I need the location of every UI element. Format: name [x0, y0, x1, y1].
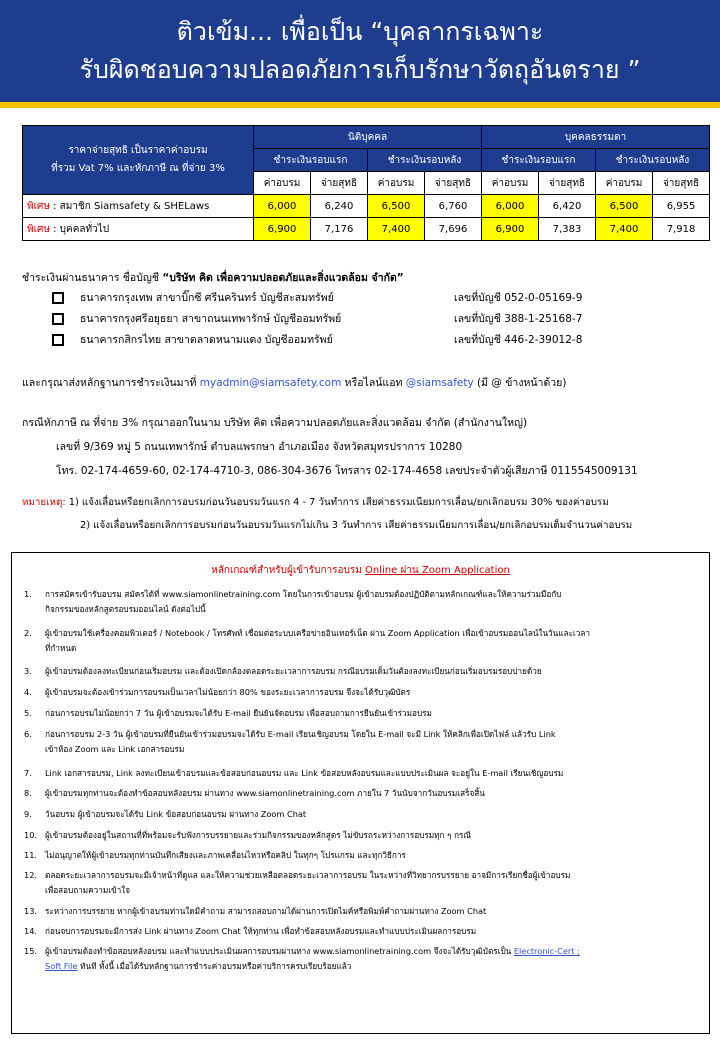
account-name: “บริษัท คิด เพื่อความปลอดภัยและสิ่งแวดล้อม จำกัด” — [162, 272, 404, 284]
price-cell: 7,176 — [311, 218, 368, 241]
rules-box — [11, 552, 710, 1034]
rules-list — [12, 587, 709, 939]
special-tag: พิเศษ — [27, 223, 50, 235]
price-cell: 7,918 — [653, 218, 710, 241]
rule-number: 8. — [24, 788, 32, 798]
rule-number: 5. — [24, 708, 32, 718]
rule-item — [12, 664, 709, 679]
tax-line: กรณีหักภาษี ณ ที่จ่าย 3% กรุณาออกในนาม บริษัท คิด เพื่อความปลอดภัยและสิ่งแวดล้อม จำกัด (สำนักงานใหญ่) — [22, 417, 528, 429]
rule-item — [12, 685, 709, 700]
price-cell: 6,760 — [425, 195, 482, 218]
rule-item — [12, 828, 709, 843]
rules-title-link[interactable]: Online ผ่าน Zoom Application — [365, 565, 510, 576]
col-header-net: จ่ายสุทธิ — [653, 172, 710, 195]
rule-number: 1. — [24, 589, 32, 599]
phone-line: โทร. 02-174-4659-60, 02-174-4710-3, 086-304-3676 โทรสาร 02-174-4658 เลขประจำตัวผู้เสียภาษี 0115545009131 — [56, 465, 638, 477]
rule-text: Link เอกสารอบรม, Link ลงทะเบียนเข้าอบรมและข้อสอบก่อนอบรม และ Link ข้อสอบหลังอบรมและแบบประเมินผล จะอยู่ใน E-mail เรียนเชิญอบรม — [45, 768, 564, 778]
rule-number: 15. — [24, 946, 38, 956]
rule-text: ผู้เข้าอบรมต้องลงทะเบียนก่อนเริ่มอบรม และต้องเปิดกล้องตลอดระยะเวลาการอบรม กรณีอบรมเต็มวันต้องลงทะเบียนก่อนเริ่มอบรมรอบบ่ายด้วย — [45, 666, 542, 676]
price-cell: 6,500 — [368, 195, 425, 218]
evidence-mid: หรือไลน์แอท — [341, 377, 406, 389]
price-cell: 6,420 — [539, 195, 596, 218]
rule-number: 12. — [24, 870, 38, 880]
address-line: เลขที่ 9/369 หมู่ 5 ถนนเทพารักษ์ ตำบลแพรกษา อำเภอเมือง จังหวัดสมุทรปราการ 10280 — [56, 441, 463, 453]
special-tag: พิเศษ — [27, 200, 50, 212]
rule-item — [12, 924, 709, 939]
price-cell: 7,400 — [596, 218, 653, 241]
note-1-text: 1) แจ้งเลื่อนหรือยกเลิกการอบรมก่อนวันอบรมวันแรก 4 - 7 วันทำการ เสียค่าธรรมเนียมการเลื่อน/ยกเลิกอบรม 30% ของค่าอบรม — [65, 497, 609, 508]
rule-item — [12, 626, 709, 656]
rule-text: ตลอดระยะเวลาการอบรมจะมีเจ้าหน้าที่ดูแล และให้ความช่วยเหลือตลอดระยะเวลาการอบรม ในระหว่างที่วิทยากรบรรยาย อาจมีการเรียกชื่อผู้เข้าอบรม — [45, 870, 571, 880]
title-line-2: รับผิดชอบความปลอดภัยการเก็บรักษาวัตถุอันตราย ” — [79, 55, 641, 84]
rule-text: วันอบรม ผู้เข้าอบรมจะได้รับ Link ข้อสอบก่อนอบรม ผ่านทาง Zoom Chat — [45, 809, 307, 819]
evidence-suffix: (มี @ ข้างหน้าด้วย) — [473, 377, 567, 389]
price-cell: 6,900 — [254, 218, 311, 241]
rule-number: 7. — [24, 768, 32, 778]
rule-text: ก่อนการอบรมไม่น้อยกว่า 7 วัน ผู้เข้าอบรมจะได้รับ E-mail ยืนยันจัดอบรม เพื่อสอบถามการยืนยันเข้าร่วมอบรม — [45, 708, 432, 718]
header-pay-later: ชำระเงินรอบหลัง — [596, 149, 710, 172]
bank-account: เลขที่บัญชี 446-2-39012-8 — [454, 334, 583, 346]
price-cell: 6,955 — [653, 195, 710, 218]
col-header-fee: ค่าอบรม — [596, 172, 653, 195]
price-cell: 6,000 — [482, 195, 539, 218]
note-label: หมายเหตุ: — [22, 497, 66, 508]
evidence-line-link[interactable]: @siamsafety — [405, 377, 474, 389]
checkbox-icon — [52, 334, 64, 346]
rules-title — [12, 563, 709, 579]
row-label — [23, 218, 254, 241]
checkbox-icon — [52, 292, 64, 304]
rule-text: การสมัครเข้ารับอบรม สมัครได้ที่ www.siamonlinetraining.com โดยในการเข้าอบรม ผู้เข้าอบรมต้องปฏิบัติตามหลักเกณฑ์และให้ความร่วมมือกับ — [45, 589, 562, 599]
price-table — [22, 125, 710, 241]
rule-text-cont: กิจกรรมของหลักสูตรอบรมออนไลน์ ดังต่อไปนี้ — [45, 604, 206, 614]
price-cell: 7,400 — [368, 218, 425, 241]
rule-text-suffix: ทันที ทั้งนี้ เมื่อได้รับหลักฐานการชำระค่าอบรมหรือค่าบริการครบเรียบร้อยแล้ว — [77, 961, 352, 971]
rule-text: ก่อนจบการอบรมจะมีการส่ง Link ผ่านทาง Zoom Chat ให้ทุกท่าน เพื่อทำข้อสอบหลังอบรมและทำแบบประเมินผลการอบรม — [45, 926, 477, 936]
col-header-net: จ่ายสุทธิ — [425, 172, 482, 195]
rule-item — [12, 706, 709, 721]
bank-name: ธนาคารกรุงศรีอยุธยา สาขาถนนเทพารักษ์ บัญชีออมทรัพย์ — [80, 313, 342, 325]
price-cell: 6,000 — [254, 195, 311, 218]
checkbox-icon — [52, 313, 64, 325]
rule-number: 13. — [24, 906, 38, 916]
rules-title-text: หลักเกณฑ์สำหรับผู้เข้ารับการอบรม — [211, 565, 366, 576]
rule-number: 2. — [24, 628, 32, 638]
payment-intro — [22, 268, 712, 288]
price-cell: 6,240 — [311, 195, 368, 218]
price-table-corner — [23, 126, 254, 195]
row-label — [23, 195, 254, 218]
payment-intro-text: ชำระเงินผ่านธนาคาร ชื่อบัญชี — [22, 272, 163, 284]
bank-name: ธนาคารกรุงเทพ สาขาบิ๊กซี ศรีนครินทร์ บัญชีสะสมทรัพย์ — [80, 292, 334, 304]
note-1 — [22, 493, 712, 513]
price-cell: 7,696 — [425, 218, 482, 241]
payment-section — [22, 268, 712, 536]
rule-item — [12, 727, 709, 757]
rule-text: ระหว่างการบรรยาย หากผู้เข้าอบรมท่านใดมีคำถาม สามารถสอบถามได้ผ่านการเปิดไมค์หรือพิมพ์คำถามผ่านทาง Zoom Chat — [45, 906, 487, 916]
rule-item — [12, 904, 709, 919]
rule-text: ผู้เข้าอบรมต้องอยู่ในสถานที่ที่พร้อมจะรับฟังการบรรยายและร่วมกิจกรรมของหลักสูตร ไม่ขับรถระหว่างการอบรมทุก ๆ กรณี — [45, 830, 472, 840]
bank-item — [22, 330, 712, 351]
rule-number: 4. — [24, 687, 32, 697]
rule-text-cont: ที่กำหนด — [45, 643, 77, 653]
rule-text: ก่อนการอบรม 2-3 วัน ผู้เข้าอบรมที่ยืนยันเข้าร่วมอบรมจะได้รับ E-mail เรียนเชิญอบรม โดยใน E-mail จะมี Link ให้คลิกเพื่อเปิดไฟล์ แล้วรับ Link — [45, 729, 556, 739]
header-pay-first: ชำระเงินรอบแรก — [254, 149, 368, 172]
header-banner — [0, 0, 720, 108]
rule-text-cont: เข้าห้อง Zoom และ Link เอกสารอบรม — [45, 744, 185, 754]
group-header-individual: บุคคลธรรมดา — [482, 126, 710, 149]
col-header-net: จ่ายสุทธิ — [311, 172, 368, 195]
rule-text: ผู้เข้าอบรมต้องทำข้อสอบหลังอบรม และทำแบบประเมินผลการอบรมผ่านทาง www.siamonlinetraining.com จึงจะได้รับวุฒิบัตรเป็น — [45, 946, 514, 956]
rule-text: ผู้เข้าอบรมจะต้องเข้าร่วมการอบรมเป็นเวลาไม่น้อยกว่า 80% ของระยะเวลาการอบรม จึงจะได้รับวุฒิบัตร — [45, 687, 411, 697]
row-label-text: : สมาชิก Siamsafety & SHELaws — [49, 200, 210, 212]
rule-number: 3. — [24, 666, 32, 676]
rule-item — [12, 868, 709, 898]
price-cell: 7,383 — [539, 218, 596, 241]
evidence-line — [22, 373, 712, 393]
rule-number: 10. — [24, 830, 38, 840]
header-pay-later: ชำระเงินรอบหลัง — [368, 149, 482, 172]
col-header-net: จ่ายสุทธิ — [539, 172, 596, 195]
table-row — [23, 218, 710, 241]
rule-number: 14. — [24, 926, 38, 936]
corner-line-2: ที่รวม Vat 7% และหักภาษี ณ ที่จ่าย 3% — [51, 163, 225, 174]
rule-text-cont: เพื่อสอบถามความเข้าใจ — [45, 885, 131, 895]
rule-number: 9. — [24, 809, 32, 819]
rule-item — [12, 587, 709, 617]
evidence-prefix: และกรุณาส่งหลักฐานการชำระเงินมาที่ — [22, 377, 200, 389]
rule-item — [12, 766, 709, 781]
price-cell: 6,900 — [482, 218, 539, 241]
note-2: 2) แจ้งเลื่อนหรือยกเลิกการอบรมก่อนวันอบรมวันแรกไม่เกิน 3 วันทำการ เสียค่าธรรมเนียมการเลื่อน/ยกเลิกอบรมเต็มจำนวนค่าอบรม — [80, 520, 633, 531]
col-header-fee: ค่าอบรม — [482, 172, 539, 195]
rule-text: ผู้เข้าอบรมใช้เครื่องคอมพิวเตอร์ / Notebook / โทรศัพท์ เชื่อมต่อระบบเครือข่ายอินเทอร์เน็ต ผ่าน Zoom Application เพื่อเข้าอบรมออนไลน์ในวันและเวลา — [45, 628, 590, 638]
rule-number: 6. — [24, 729, 32, 739]
price-cell: 6,500 — [596, 195, 653, 218]
rule-item — [12, 807, 709, 822]
rule-text: ไม่อนุญาตให้ผู้เข้าอบรมทุกท่านบันทึกเสียงและภาพเคลื่อนไหวหรือคลิป ในทุกๆ โปรแกรม และทุกวิธีการ — [45, 850, 406, 860]
corner-line-1: ราคาจ่ายสุทธิ เป็นราคาค่าอบรม — [68, 145, 208, 156]
table-row — [23, 195, 710, 218]
group-header-juristic: นิติบุคคล — [254, 126, 482, 149]
row-label-text: : บุคคลทั่วไป — [49, 223, 110, 235]
rule-number: 11. — [24, 850, 38, 860]
evidence-email-link[interactable]: myadmin@siamsafety.com — [199, 377, 342, 389]
title-line-1: ติวเข้ม... เพื่อเป็น “บุคลากรเฉพาะ — [176, 17, 544, 46]
col-header-fee: ค่าอบรม — [368, 172, 425, 195]
bank-item — [22, 288, 712, 309]
bank-item — [22, 309, 712, 330]
bank-name: ธนาคารกสิกรไทย สาขาตลาดหนามแดง บัญชีออมทรัพย์ — [80, 334, 333, 346]
ecert-link[interactable]: Electronic-Cert ; — [513, 946, 580, 956]
rule-item — [12, 944, 709, 974]
rule-item — [12, 786, 709, 801]
softfile-link[interactable]: Soft File — [45, 961, 78, 971]
rule-text: ผู้เข้าอบรมทุกท่านจะต้องทำข้อสอบหลังอบรม ผ่านทาง www.siamonlinetraining.com ภายใน 7 วันนับจากวันอบรมเสร็จสิ้น — [45, 788, 485, 798]
col-header-fee: ค่าอบรม — [254, 172, 311, 195]
header-pay-first: ชำระเงินรอบแรก — [482, 149, 596, 172]
rule-item — [12, 848, 709, 863]
bank-account: เลขที่บัญชี 052-0-05169-9 — [454, 292, 583, 304]
bank-account: เลขที่บัญชี 388-1-25168-7 — [454, 313, 583, 325]
